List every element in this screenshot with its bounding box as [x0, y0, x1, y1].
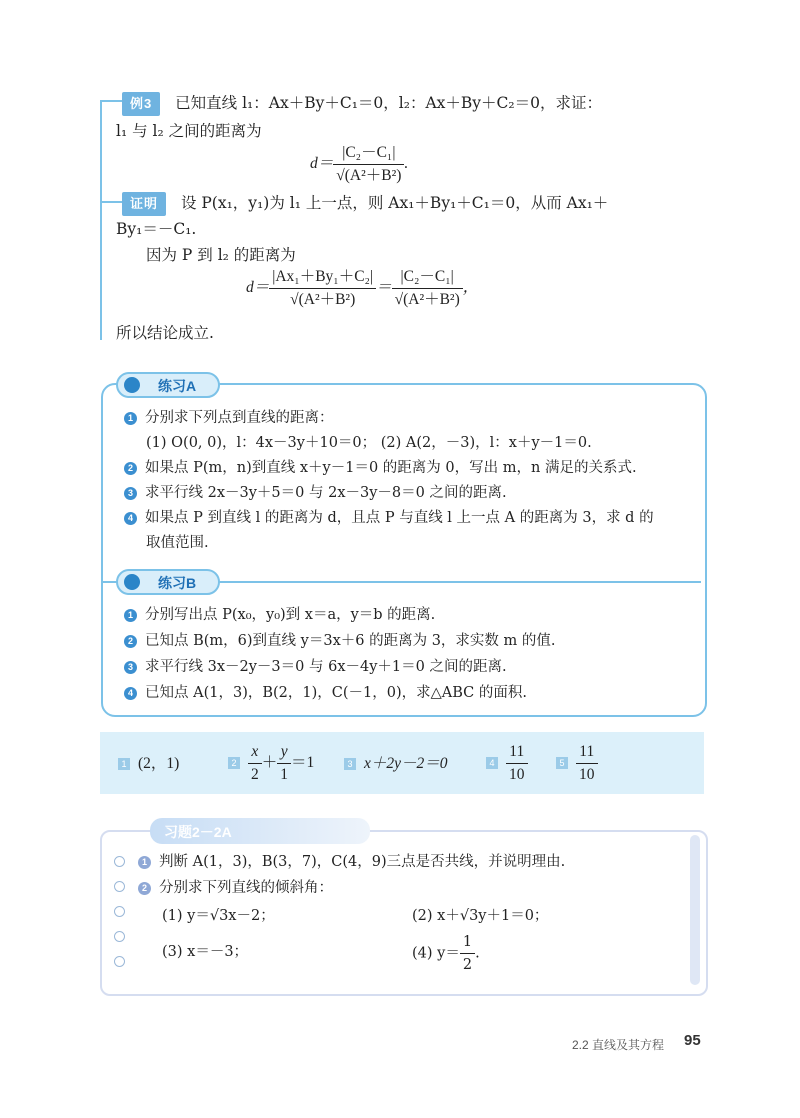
homework-q2: 2 分别求下列直线的倾斜角： [138, 877, 333, 899]
pencil-icon [124, 574, 140, 590]
proof-line1: 证明 设 P(x₁，y₁)为 l₁ 上一点，则 Ax₁＋By₁＋C₁＝0，从而 Ax₁＋ [122, 192, 608, 216]
ex-b-item-1: 1 分别写出点 P(x₀，y₀)到 x＝a，y＝b 的距离. [124, 604, 435, 626]
footer-section: 2.2 直线及其方程 [572, 1038, 665, 1052]
ex-a-item-4: 4 如果点 P 到直线 l 的距离为 d，且点 P 与直线 l 上一点 A 的距离为 3，求 d 的 [124, 507, 654, 529]
answer-1: 1 (2，1) [118, 753, 179, 775]
ex-b-item-4: 4 已知点 A(1，3)，B(2，1)，C(－1，0)，求△ABC 的面积. [124, 682, 527, 704]
ex-a-item-1-parts: (1) O(0, 0)，l：4x－3y＋10＝0； (2) A(2，－3)，l：x＋y－1＝0. [146, 435, 592, 451]
homework-q2-part4: (4) y＝ $\frac{1}{2}$ . [412, 931, 480, 976]
proof-conclusion: 所以结论成立. [116, 324, 214, 342]
margin-circle [114, 931, 125, 942]
page-number: 95 [684, 1032, 701, 1049]
example-formula: d＝ $\frac{\text{|C₂－C₁|}}{\text{√(A²＋B²)}}$ . [310, 144, 409, 184]
proof-formula: d＝ $\frac{\text{|Ax₁＋By₁＋C₂|}}{\text{√(A²＋B²)}}$ ＝ $\frac{\text{|C₂－C₁|}}{\text{√(A²＋B²)}}$ ， [246, 268, 479, 308]
example-top-rule [100, 100, 122, 102]
homework-q2-part2: (2) x＋√3y＋1＝0； [412, 908, 549, 924]
exercise-b-title: 练习B [158, 575, 197, 591]
homework-title: 习题2－2A [164, 824, 232, 840]
answer-4: 4 $\frac{11}{10}$ [486, 741, 528, 786]
margin-circle [114, 881, 125, 892]
proof-rule [100, 201, 122, 203]
proof-line2: By₁＝－C₁. [116, 220, 197, 238]
proof-badge: 证明 [122, 192, 166, 216]
margin-circle [114, 856, 125, 867]
answer-3: 3 x＋2y－2＝0 [344, 753, 448, 775]
example-margin-line [100, 100, 102, 340]
homework-q1: 1 判断 A(1，3)，B(3，7)，C(4，9)三点是否共线，并说明理由. [138, 851, 565, 873]
ex-b-item-2: 2 已知点 B(m，6)到直线 y＝3x＋6 的距离为 3，求实数 m 的值. [124, 630, 556, 652]
answer-5: 5 $\frac{11}{10}$ [556, 741, 598, 786]
proof-line3: 因为 P 到 l₂ 的距离为 [146, 246, 296, 264]
exercise-a-title: 练习A [158, 378, 197, 394]
homework-progress-bar [690, 835, 700, 985]
homework-q2-part1: (1) y＝√3x－2； [162, 908, 275, 924]
example-badge: 例3 [122, 92, 160, 116]
homework-q2-part3: (3) x＝－3； [162, 944, 249, 960]
ex-a-item-1: 1 分别求下列点到直线的距离： [124, 407, 334, 429]
exercise-a-tab [116, 372, 220, 398]
margin-circle [114, 906, 125, 917]
example-line2: l₁ 与 l₂ 之间的距离为 [116, 122, 262, 140]
pencil-icon [124, 377, 140, 393]
example-line1: 例3 已知直线 l₁：Ax＋By＋C₁＝0，l₂：Ax＋By＋C₂＝0，求证： [122, 92, 602, 116]
ex-b-item-3: 3 求平行线 3x－2y－3＝0 与 6x－4y＋1＝0 之间的距离. [124, 656, 507, 678]
margin-circle [114, 956, 125, 967]
exercise-b-tab [116, 569, 220, 595]
homework-tab [150, 818, 370, 844]
answer-2: 2 $\frac{x}{2}$ ＋ $\frac{y}{1}$ ＝1 [228, 741, 314, 786]
ex-a-item-2: 2 如果点 P(m，n)到直线 x＋y－1＝0 的距离为 0，写出 m，n 满足的关系式. [124, 457, 637, 479]
ex-a-item-4-cont: 取值范围. [146, 535, 209, 551]
ex-a-item-3: 3 求平行线 2x－3y＋5＝0 与 2x－3y－8＝0 之间的距离. [124, 482, 507, 504]
